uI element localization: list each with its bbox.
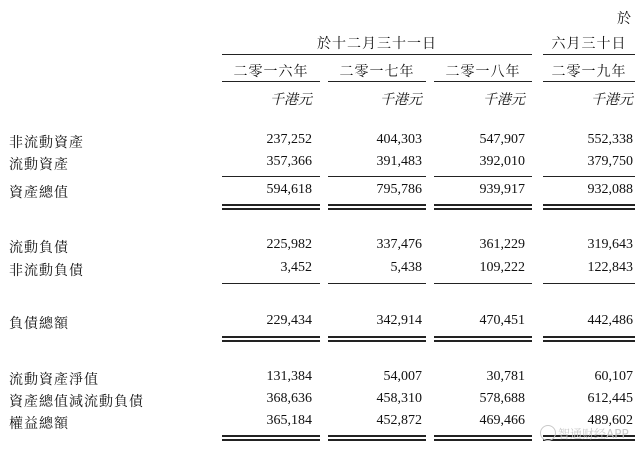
cell-2017: 342,914 <box>376 313 422 328</box>
year-2018: 二零一八年 <box>445 64 521 80</box>
table-row <box>0 313 642 335</box>
cell-2018: 361,229 <box>479 237 525 252</box>
cell-2016: 357,366 <box>266 154 312 169</box>
table-row <box>0 391 642 413</box>
total-double-rule <box>543 204 635 206</box>
right-header-label: 六月三十日 <box>551 36 627 52</box>
total-double-rule <box>434 208 532 210</box>
total-double-rule <box>222 340 320 342</box>
total-double-rule <box>543 336 635 338</box>
right-header-top: 於 <box>617 11 632 27</box>
unit-label-2: 千港元 <box>380 92 422 108</box>
cell-2018: 392,010 <box>479 154 525 169</box>
table-row <box>0 132 642 154</box>
subtotal-rule <box>328 283 426 284</box>
cell-2017: 404,303 <box>376 132 422 147</box>
year-2019: 二零一九年 <box>551 64 627 80</box>
unit-label-4: 千港元 <box>591 92 633 108</box>
cell-2018: 578,688 <box>479 391 525 406</box>
group-header-rule <box>222 54 532 55</box>
subtotal-rule <box>543 176 635 177</box>
subtotal-rule <box>434 176 532 177</box>
total-double-rule <box>222 435 320 437</box>
unit-label-3: 千港元 <box>483 92 525 108</box>
total-double-rule <box>543 208 635 210</box>
total-double-rule <box>328 435 426 437</box>
group-header: 於十二月三十一日 <box>317 36 437 52</box>
right-header-rule <box>543 54 635 55</box>
cell-2019: 319,643 <box>587 237 633 252</box>
total-double-rule <box>434 340 532 342</box>
cell-2018: 469,466 <box>479 413 525 428</box>
row-label: 流動資產 <box>9 157 69 173</box>
table-row <box>0 260 642 282</box>
total-double-rule <box>434 435 532 437</box>
subtotal-rule <box>328 176 426 177</box>
watermark-text: 智通财经APP <box>558 427 629 441</box>
table-row <box>0 154 642 176</box>
row-label: 非流動負債 <box>9 263 84 279</box>
cell-2019: 932,088 <box>587 182 633 197</box>
cell-2019: 379,750 <box>587 154 633 169</box>
cell-2017: 795,786 <box>376 182 422 197</box>
total-double-rule <box>434 439 532 441</box>
cell-2018: 939,917 <box>479 182 525 197</box>
total-double-rule <box>222 439 320 441</box>
cell-2018: 30,781 <box>486 369 525 384</box>
cell-2017: 458,310 <box>376 391 422 406</box>
row-label: 資產總值減流動負債 <box>9 394 144 410</box>
cell-2018: 547,907 <box>479 132 525 147</box>
cell-2017: 452,872 <box>376 413 422 428</box>
total-double-rule <box>328 340 426 342</box>
cell-2017: 391,483 <box>376 154 422 169</box>
row-label: 權益總額 <box>9 416 69 432</box>
year-2016: 二零一六年 <box>233 64 309 80</box>
total-double-rule <box>328 439 426 441</box>
cell-2019: 122,843 <box>587 260 633 275</box>
year-rule-3 <box>434 81 532 82</box>
subtotal-rule <box>543 283 635 284</box>
total-double-rule <box>543 340 635 342</box>
cell-2019: 612,445 <box>587 391 633 406</box>
watermark <box>540 425 629 442</box>
cell-2016: 3,452 <box>280 260 312 275</box>
total-double-rule <box>434 336 532 338</box>
subtotal-rule <box>434 283 532 284</box>
cell-2016: 131,384 <box>266 369 312 384</box>
cell-2018: 109,222 <box>479 260 525 275</box>
cell-2019: 489,602 <box>587 413 633 428</box>
year-rule-2 <box>328 81 426 82</box>
cell-2016: 368,636 <box>266 391 312 406</box>
table-row <box>0 369 642 391</box>
total-double-rule <box>328 336 426 338</box>
unit-label-1: 千港元 <box>270 92 312 108</box>
cell-2016: 237,252 <box>266 132 312 147</box>
row-label: 流動負債 <box>9 240 69 256</box>
cell-2016: 365,184 <box>266 413 312 428</box>
total-double-rule <box>328 208 426 210</box>
row-label: 資產總值 <box>9 185 69 201</box>
year-rule-1 <box>222 81 320 82</box>
cell-2017: 337,476 <box>376 237 422 252</box>
cell-2016: 594,618 <box>266 182 312 197</box>
cell-2016: 225,982 <box>266 237 312 252</box>
watermark-logo-icon <box>540 425 556 441</box>
cell-2016: 229,434 <box>266 313 312 328</box>
cell-2019: 442,486 <box>587 313 633 328</box>
total-double-rule <box>434 204 532 206</box>
cell-2018: 470,451 <box>479 313 525 328</box>
subtotal-rule <box>222 176 320 177</box>
row-label: 非流動資產 <box>9 135 84 151</box>
subtotal-rule <box>222 283 320 284</box>
cell-2017: 5,438 <box>390 260 422 275</box>
row-label: 負債總額 <box>9 316 69 332</box>
year-rule-4 <box>543 81 635 82</box>
total-double-rule <box>222 208 320 210</box>
table-row <box>0 237 642 259</box>
row-label: 流動資產淨值 <box>9 372 99 388</box>
total-double-rule <box>222 204 320 206</box>
table-row <box>0 182 642 204</box>
cell-2019: 60,107 <box>594 369 633 384</box>
total-double-rule <box>328 204 426 206</box>
year-2017: 二零一七年 <box>339 64 415 80</box>
cell-2017: 54,007 <box>383 369 422 384</box>
cell-2019: 552,338 <box>587 132 633 147</box>
total-double-rule <box>222 336 320 338</box>
